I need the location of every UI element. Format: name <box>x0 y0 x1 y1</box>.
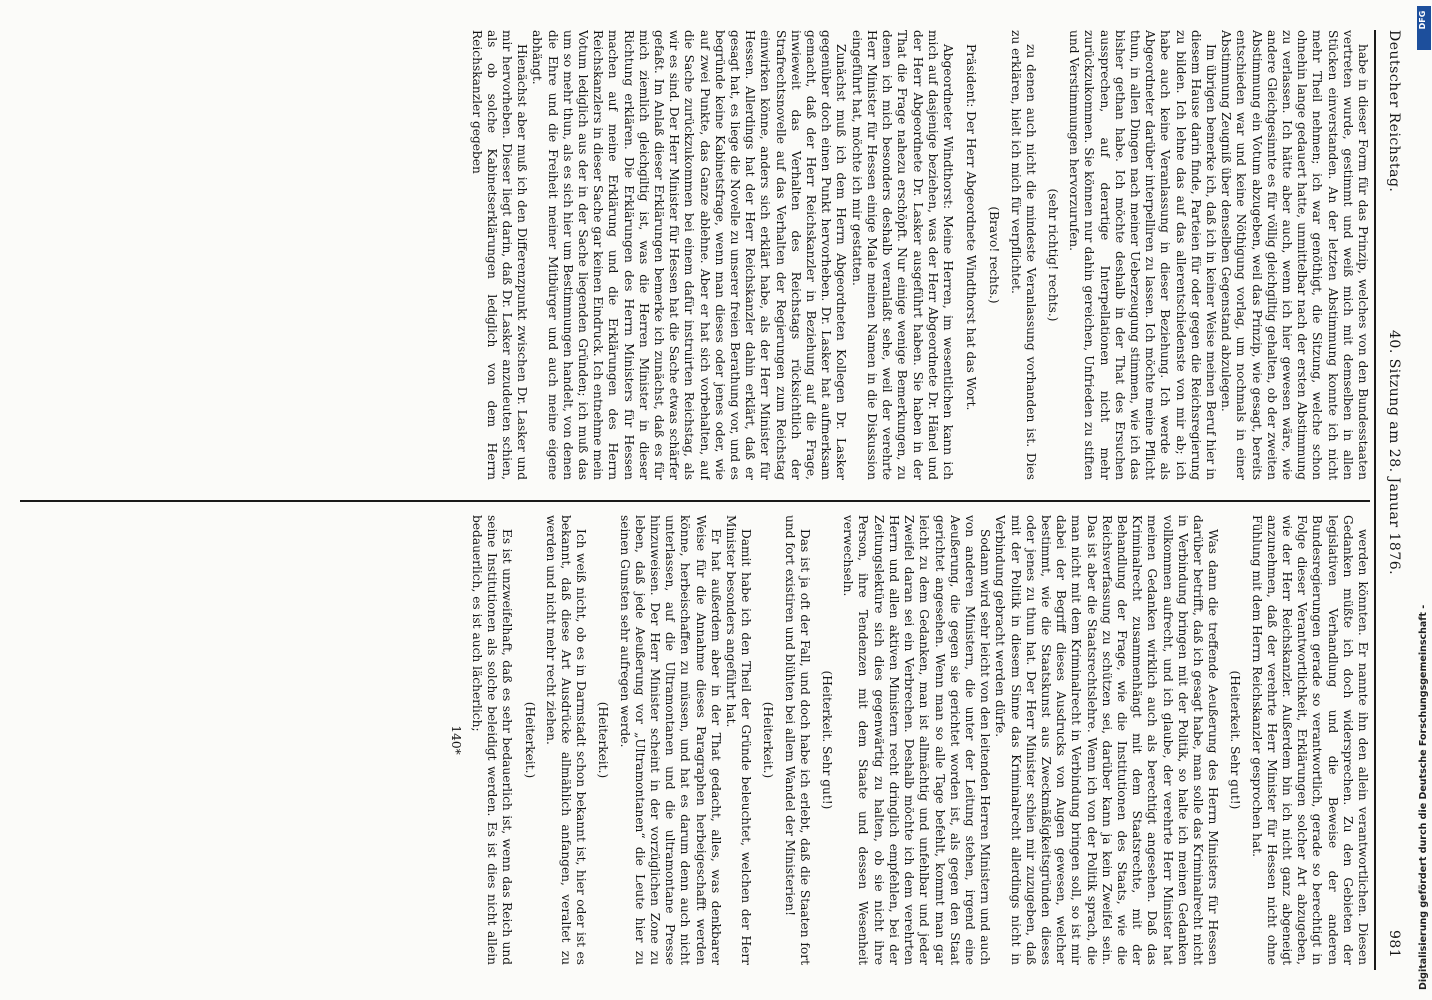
speaker-paragraph: Abgeordneter Windthorst: Meine Herren, im wesentlichen kann ich mich auf dasjenige beziehen, was der Herr Abgeordnete Dr. Hänel und der Herr Abgeordnete Dr. Lasker ausgeführt haben. Sie haben in der That die Frage nahezu erschöpft. Nur einige wenige Bemerkungen, zu denen ich mich besonders deshalb veranlaßt sehe, weil der verehrte Herr Minister für Hessen einige Male meinen Namen in die Diskussion eingeführt hat, möchte ich mir gestatten. <box>849 30 955 480</box>
paragraph: Hienächst aber muß ich den Differenzpunkt zwischen Dr. Lasker und mir hervorheben. Dieser liegt darin, daß Dr. Lasker anzudeuten schien, als ob solche Kabinetserklärungen lediglich von dem Herrn Reichskanzler gegeben <box>469 30 530 480</box>
paragraph: zu denen auch nicht die mindeste Veranlassung vorhanden ist. Dies zu erklären, hielt ich mich für verpflichtet. <box>1008 30 1038 480</box>
reaction: (Heiterkeit.) <box>522 701 537 779</box>
right-column <box>20 515 1370 965</box>
paragraph: Was dann die treffende Aeußerung des Herrn Ministers für Hessen darüber betrifft, daß ich gesagt habe, man solle das Kriminalrecht nicht in Verbindung bringen mit der Politik, so halte ich meinen Gedanken vollkommen aufrecht, und ich glaube, der verehrte Herr Minister hat meinen Gedanken wirklich auch als berechtigt angesehen. Daß das Kriminalrecht zusammenhängt mit dem Staatsrechte, mit der Behandlung der Frage, wie die Institutionen des Staats, wie die Reichsverfassung zu schützen sei, darüber kann ja kein Zweifel sein. Das ist aber die Staatsrechtslehre. Wenn ich von der Politik sprach, die man nicht mit dem Kriminalrecht in Verbindung bringen soll, so ist mir dabei der Begriff dieses Ausdrucks von Augen gewesen, welcher bestimmt, wie die Staatskunst aus Zweckmäßigkeitsgründen dieses oder jenes zu thun hat. Der Herr Minister schien mir zuzugeben, daß mit der Politik in diesem Sinne das Kriminalrecht allerdings nicht in Verbindung gebracht werden dürfe. <box>993 515 1221 965</box>
paragraph: Damit habe ich den Theil der Gründe beleuchtet, welchen der Herr Minister besonders angeführt hat. <box>724 515 754 965</box>
paragraph: Zunächst muß ich dem Herrn Abgeordneten Kollegen Dr. Lasker gegenüber doch einen Punkt hervorheben. Dr. Lasker hat aufmerksam gemacht, daß der Herr Reichskanzler in Beziehung auf die Frage, inwieweit das Verhalten des Reichstags rücksichtlich der Strafrechtsnovelle auf das Verhalten der Regierungen zum Reichstag einwirken könne, anders sich erklärt habe, als der Herr Minister für Hessen. Allerdings hat der Herr Reichskanzler dahin erklärt, daß er gesagt hat, es liege die Novelle zu unserer freien Berathung vor, und es begründe keine Kabinetsfrage, wenn man dieses oder jenes oder, wie auf zwei Punkte, das Ganze ablehne. Aber er hat sich vorbehalten, auf die Sache zurückzukommen bei einem dafür instruirten Reichstag, als wir es sind. Der Herr Minister für Hessen hat die Sache etwas schärfer gefaßt. Im Anlaß dieser Erklärungen bemerke ich zunächst, daß es für mich ziemlich gleichgiltig ist, was die Herren Minister in dieser Richtung erklären. Die Erklärungen des Herrn Ministers für Hessen machen auf meine Erklärung und die Erklärungen des Herrn Reichskanzlers in dieser Sache gar keinen Eindruck. Ich entnehme mein Votum lediglich aus der in der Sache liegenden Gründen; ich muß das um so mehr thun, als es sich hier um Bestimmungen handelt, von denen die Ehre und die Freiheit meiner Mitbürger und auch meine eigene abhängt. <box>530 30 849 480</box>
header-title: Deutscher Reichstag. <box>1386 30 1402 193</box>
reaction: (Heiterkeit. Sehr gut!) <box>820 670 835 810</box>
dfg-badge <box>1417 6 1431 50</box>
paragraph: Sodann wird sehr leicht von den leitenden Herren Ministern und auch von anderen Ministern, die unter der Leitung stehen, irgend eine Aeußerung, die gegen sie gerichtet worden ist, als gegen den Staat gerichtet angesehen. Wenn man so alle Tage befehlt, kommt man gar leicht zu dem Gedanken, man ist allmächtig und unfehlbar und jeder Zweifel daran sei ein Verbrechen. Deshalb möchte ich dem verehrten Herrn und allen aktiven Ministern recht dringlich empfehlen, bei der Zeitungslektüre sich dies gegenwärtig zu halten, ob sie nicht ihre Person, ihre Tendenzen mit dem Staate und dessen Wesenheit verwechseln. <box>841 515 993 965</box>
signature-mark: 140* <box>448 725 463 755</box>
left-column <box>20 30 1370 480</box>
reaction: (Bravo! rechts.) <box>987 206 1002 304</box>
paragraph: habe in dieser Form für das Prinzip, welches von den Bundesstaaten vertreten wurde, gestimmt und weiß mich mit demselben in allen Stücken einverstanden. An der letzten Abstimmung konnte ich nicht mehr Theil nehmen; ich war genöthigt, die Sitzung, welche schon ohnehin lange gedauert hatte, unmittelbar nach der ersten Abstimmung zu verlassen. Ich hätte aber auch, wenn ich hier gewesen wäre, wie andere Gleichgesinnte es für völlig gleichgiltig gehalten, ob der zweiten Abstimmung ein Votum abzugeben, weil das Prinzip, wie gesagt, bereits entschieden war und keine Nöthigung vorlag, um nochmals in einer Abstimmung Zeugniß über denselben Gegenstand abzulegen. <box>1219 30 1370 480</box>
reaction: (Heiterkeit.) <box>596 701 611 779</box>
paragraph: Ich weiß nicht, ob es in Darmstadt schon bekannt ist, hier oder ist es bekannt, daß diese Art Ausdrücke allmählich anfangen, veraltet zu werden und nicht mehr recht ziehen. <box>543 515 589 965</box>
paragraph: werden könnten. Er nannte ihn den allein verantwortlichen. Diesen Gedanken müßte ich doch widersprechen. Zu den Gebieten der legislativen Verhandlung und die Beweise der anderen Bundesregierungen gerade so verantwortlich, gerade so berechtigt in Folge dieser Verantwortlichkeit, Erklärungen solcher Art abzugeben, wie der Herr Reichskanzler. Außerdem bin ich nicht ganz abgeneigt anzunehmen, daß der verehrte Herr Minister für Hessen nicht ohne Fühlung mit dem Herrn Reichskanzler gesprochen hat. <box>1249 515 1370 965</box>
column-divider <box>20 500 1370 502</box>
speaker-paragraph: Präsident: Der Herr Abgeordnete Windthorst hat das Wort. <box>964 44 979 411</box>
header-rule <box>1374 30 1376 970</box>
page-number: 981 <box>1386 930 1402 959</box>
paragraph: Das ist ja oft der Fall, und doch habe ich erlebt, daß die Staaten fort und fort existiren und blühten bei allem Wandel der Ministerien! <box>782 515 812 965</box>
header-session: 40. Sitzung am 28. Januar 1876. <box>1386 330 1402 576</box>
paragraph: Er hat außerdem aber in der That gedacht, alles, was denkbarer Weise für die Annahme dieses Paragraphen herbeigeschafft werden könne, herbeischaffen zu müssen, und hat es darum denn auch nicht unterlassen, auf die Ultramontanen und die ultramontane Presse hinzuweisen. Der Herr Minister scheint in der vorzüglichen Zone zu leben, daß jede Aeußerung vor „Ultramontanen“ die Leute hier zu seinen Gunsten sehr aufregen werde. <box>617 515 723 965</box>
reaction: (sehr richtig! rechts.) <box>1045 188 1060 322</box>
dfg-badge-text: DFG <box>1418 10 1427 30</box>
digitization-caption: Digitalisierung gefördert durch die Deutsche Forschungsgemeinschaft - <box>1418 604 1429 990</box>
rotated-page <box>10 0 1410 1000</box>
page-header <box>1378 30 1402 960</box>
reaction: (Heiterkeit.) <box>761 701 776 779</box>
paragraph: Es ist unzweifelhaft, daß es sehr bedauerlich ist, wenn das Reich und seine Institutionen als solche beleidigt werden. Es ist dies nicht allein bedauerlich, es ist auch lächerlich; <box>470 515 515 965</box>
reaction: (Heiterkeit. Sehr gut!) <box>1228 670 1243 810</box>
paragraph: Im übrigen bemerke ich, daß ich in keiner Weise meinen Beruf hier in diesem Hause darin finde, Parteien für oder gegen die Reichsregierung zu bilden. Ich lehne das auf das allerentschiedenste von mir ab; ich habe auch keine Veranlassung in dieser Beziehung. Ich werde als Abgeordneter darüber interpelliren zu lassen. Ich möchte meine Pflicht thun, in allen Dingen nach meiner Ueberzeugung stimmen, wie ich das bisher gethan habe. Ich möchte deshalb in der That des Ersuchen aussprechen, auf derartige Interpellationen nicht mehr zurückzukommen. Sie können nur dahin gereichen, Unfrieden zu stiften und Verstimmungen hervorzurufen. <box>1067 30 1218 480</box>
